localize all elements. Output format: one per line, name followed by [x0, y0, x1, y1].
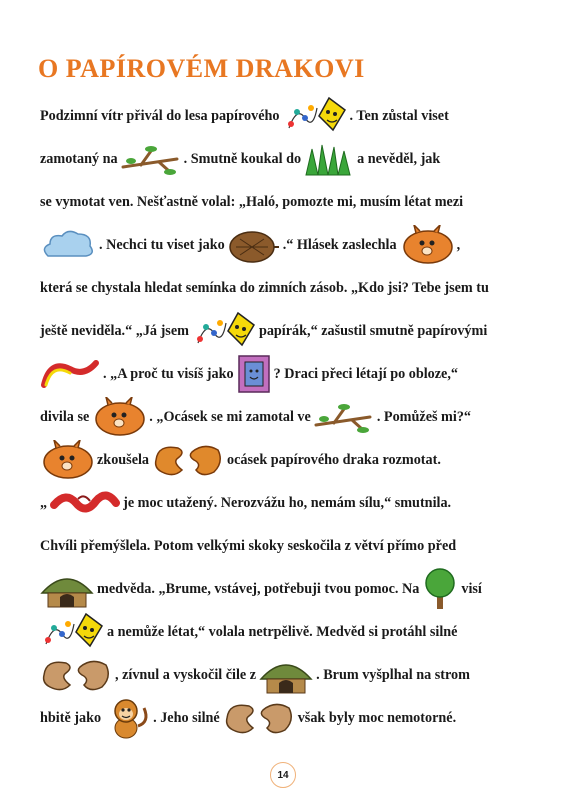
- text-segment: . Ten zůstal viset: [349, 107, 449, 124]
- text-line: [40, 270, 546, 306]
- text-segment: visí: [461, 580, 482, 597]
- text-line: [40, 485, 546, 521]
- text-segment: se vymotat ven. Nešťastně volal: „Haló, pomozte mi, musím létat mezi: [40, 193, 464, 210]
- text-segment: medvěda. „Brume, vstávej, potřebuji tvou pomoc. Na: [97, 580, 420, 597]
- squirrel-icon: [92, 397, 146, 437]
- tail-icon: [40, 355, 100, 393]
- text-segment: . Pomůžeš mi?“: [376, 408, 472, 425]
- kite-icon: [283, 96, 347, 136]
- text-segment: Podzimní vítr přivál do lesa papírového: [40, 107, 280, 124]
- text-segment: a nevěděl, jak: [357, 150, 441, 167]
- kite-icon: [40, 612, 104, 652]
- text-segment: zkoušela: [97, 451, 150, 468]
- scarf-icon: [50, 485, 120, 521]
- text-segment: . „A proč tu visíš jako: [103, 365, 234, 382]
- grass-icon: [304, 141, 354, 177]
- text-segment: ještě neviděla.“ „Já jsem: [40, 322, 189, 339]
- hut-icon: [259, 655, 313, 695]
- text-line: [40, 571, 546, 607]
- text-segment: papírák,“ zašustil smutně papírovými: [258, 322, 488, 339]
- squirrel-icon: [400, 225, 454, 265]
- page-title: O PAPÍROVÉM DRAKOVI: [38, 54, 365, 83]
- text-segment: Chvíli přemýšlela. Potom velkými skoky seskočila z větví přímo před: [40, 537, 457, 554]
- text-line: [40, 614, 546, 650]
- text-line: [40, 98, 546, 134]
- text-segment: . Jeho silné: [153, 709, 220, 726]
- picture-frame-icon: [237, 354, 271, 394]
- branch-icon: [314, 399, 374, 435]
- tree-icon: [422, 567, 458, 611]
- text-line: [40, 227, 546, 263]
- text-segment: ,: [456, 236, 461, 253]
- page-number: 14: [270, 762, 296, 788]
- text-line: [40, 399, 546, 435]
- text-segment: zamotaný na: [40, 150, 118, 167]
- text-segment: „: [40, 494, 48, 511]
- text-segment: ocásek papírového draka rozmotat.: [227, 451, 441, 468]
- text-segment: , zívnul a vyskočil čile z: [115, 666, 257, 683]
- bear-paws-icon: [223, 698, 295, 738]
- text-segment: . Brum vyšplhal na strom: [316, 666, 470, 683]
- text-line: [40, 657, 546, 693]
- cloud-icon: [40, 228, 96, 262]
- branch-icon: [121, 141, 181, 177]
- text-line: [40, 141, 546, 177]
- text-segment: která se chystala hledat semínka do zimních zásob. „Kdo jsi? Tebe jsem tu: [40, 279, 489, 296]
- text-segment: . „Ocásek se mi zamotal ve: [149, 408, 311, 425]
- text-line: [40, 442, 546, 478]
- text-line: [40, 356, 546, 392]
- text-line: [40, 528, 546, 564]
- text-segment: ? Draci přeci létají po obloze,“: [273, 365, 458, 382]
- pinecone-icon: [228, 225, 280, 265]
- text-segment: je moc utažený. Nerozvážu ho, nemám sílu,“ smutnila.: [123, 494, 452, 511]
- monkey-icon: [104, 696, 150, 740]
- text-line: [40, 184, 546, 220]
- text-line: [40, 313, 546, 349]
- bear-paws-icon: [40, 655, 112, 695]
- text-segment: a nemůže létat,“ volala netrpělivě. Medvěd si protáhl silné: [107, 623, 458, 640]
- hut-icon: [40, 569, 94, 609]
- squirrel-icon: [40, 440, 94, 480]
- text-segment: divila se: [40, 408, 90, 425]
- text-segment: však byly moc nemotorné.: [297, 709, 457, 726]
- text-segment: . Smutně koukal do: [183, 150, 302, 167]
- text-segment: hbitě jako: [40, 709, 102, 726]
- text-line: [40, 700, 546, 736]
- kite-icon: [192, 311, 256, 351]
- text-segment: . Nechci tu viset jako: [99, 236, 225, 253]
- paws-icon: [152, 440, 224, 480]
- text-segment: .“ Hlásek zaslechla: [282, 236, 397, 253]
